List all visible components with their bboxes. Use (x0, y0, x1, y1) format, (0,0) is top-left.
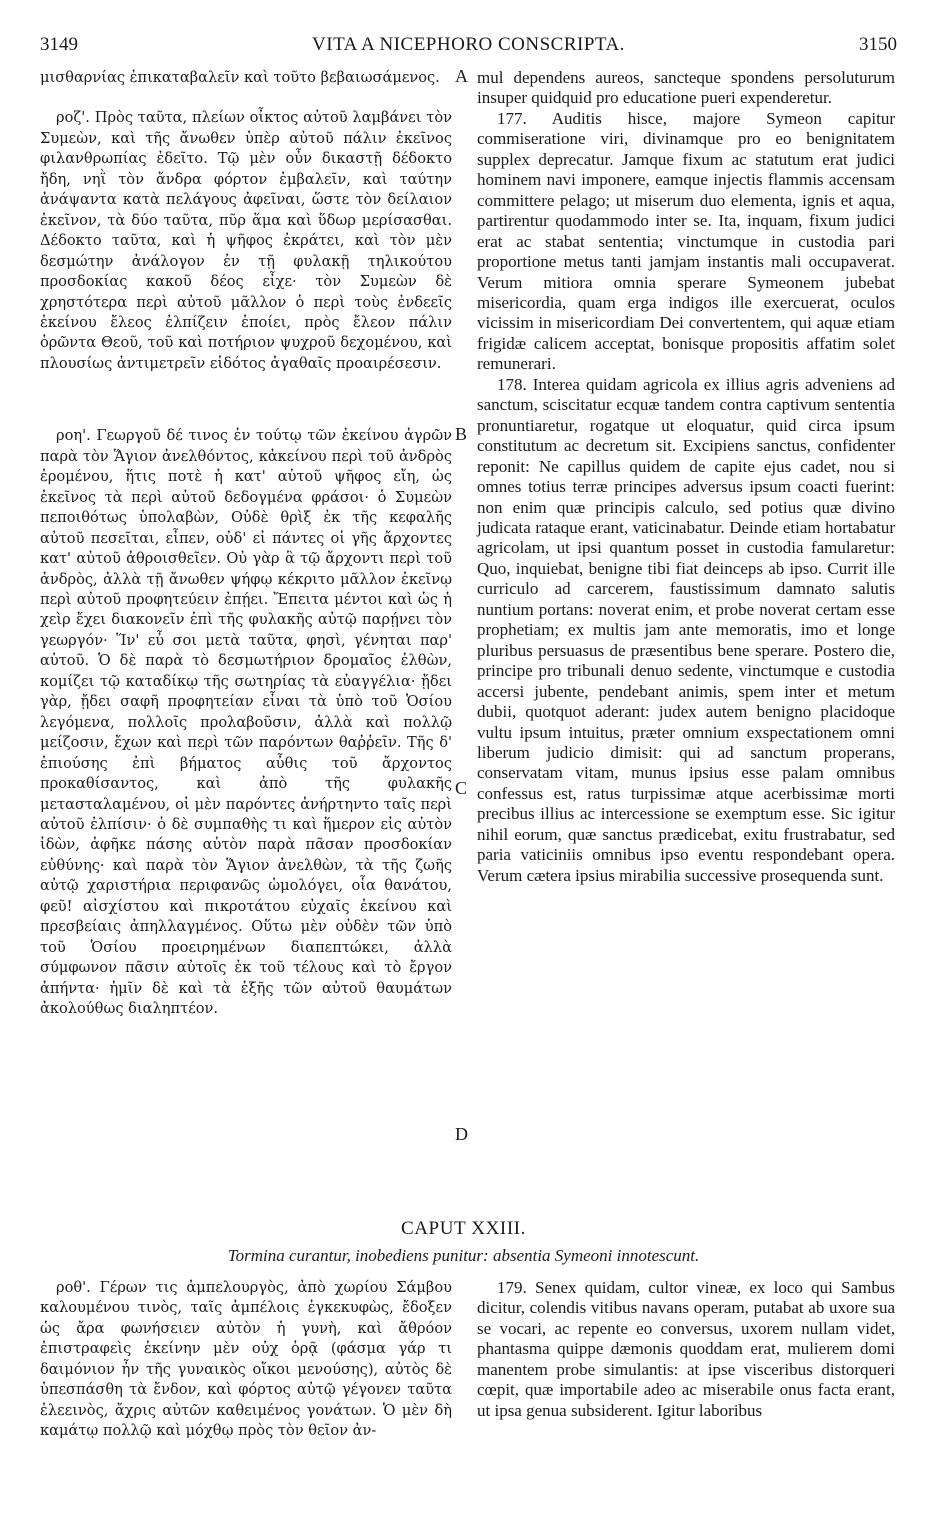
chapter-subtitle: Tormina curantur, inobediens punitur: absentia Symeoni innotescunt. (227, 1246, 700, 1265)
latin-paragraph: mul dependens aureos, sancteque spondens persoluturum insuper quidquid pro educatione pueri expenderetur. (477, 68, 895, 108)
greek-column-top (40, 68, 452, 1019)
margin-marker-d: D (455, 1124, 468, 1144)
running-title: VITA A NICEPHORO CONSCRIPTA. (312, 34, 625, 55)
margin-marker-b: B (455, 424, 468, 444)
page-number-left: 3149 (40, 34, 78, 55)
greek-paragraph: ροθ'. Γέρων τις ἀμπελουργὸς, ἀπὸ χωρίου Σάμβου καλουμένου τινὸς, ταῖς ἀμπέλοις ἐγκεκυφὼς, ἔδοξεν ὡς ἄρα φωνήσειεν αὐτὸν ἡ γυνὴ, καὶ ἄθρόον ἐπιστραφεὶς ἐκείνην μὲν οὐχ ὁρᾷ (φάσμα γάρ τι δαιμόνιον ἦν τῆς γυναικὸς οἴκοι μενούσης), αὐτὸς δὲ ὑπεσπάσθη τὰ ἔνδον, καὶ φόρτος αὐτῷ γέγονεν ταῦτα ἐλεεινὸς, ἄχρις αὐτῶν καθειμένος γονάτων. Ὁ μὲν δὴ καμάτῳ πολλῷ καὶ μόχθῳ πρὸς τὸν θεῖον ἀν- (40, 1279, 452, 1440)
greek-paragraph: ροη'. Γεωργοῦ δέ τινος ἐν τούτῳ τῶν ἐκείνου ἀγρῶν παρὰ τὸν Ἅγιον ἀνελθόντος, κἀκείνου περὶ τοῦ ἀνδρὸς ἐρομένου, ἥτις ποτὲ ἡ κατ' αὐτοῦ ψῆφος εἴη, ὡς ἐκεῖνος τὰ περὶ αὐτοῦ δεδογμένα φράσοι· ὁ Συμεὼν πεποιθότως ὑπολαβὼν, Οὐδὲ θρὶξ ἐκ τῆς κεφαλῆς αὐτοῦ πεσεῖται, εἶπεν, οὐδ' εἰ πάντες οἱ γῆς ἄρχοντες κατ' αὐτοῦ ἀθροισθεῖεν. Οὐ γὰρ ἃ τῷ ἄρχοντι περὶ τοῦ ἀνδρὸς, ἀλλὰ τῇ ἄνωθεν ψήφῳ κέκριτο μᾶλλον ἐκεῖνῳ περὶ αὐτοῦ προφητεύειν ἐπῄει. Ἔπειτα μέντοι καὶ ὡς ἡ χεὶρ ἔχει διακονεῖν ἐπὶ τῆς φυλακῆς αὐτῷ παρῄνει τὸν γεωργόν· Ἵν' εὖ σοι μετὰ ταῦτα, φησὶ, γένηται παρ' αὐτοῦ. Ὁ δὲ παρὰ τὸ δεσμωτήριον δρομαῖος ἐλθὼν, κομίζει τῷ καταδίκῳ τῆς σωτηρίας τὰ εὐαγγέλια· ᾔδει γὰρ, ᾔδει σαφῆ προφητείαν εἶναι τὰ ὑπὸ τοῦ Ὁσίου λεγόμενα, πολλοῖς προλαβοῦσιν, ἀλλὰ καὶ πολλῷ μείζοσιν, ἔχων καὶ περὶ τῶν παρόντων θαῤῥεῖν. Τῆς δ' ἐπιούσης ἐπὶ βήματος αὖθις τοῦ ἄρχοντος προκαθίσαντος, καὶ ἀπὸ τῆς φυλακῆς μετασταλαμένου, οἱ μὲν παρόντες ἀνήρτηντο ταῖς περὶ αὐτοῦ ἐλπίσιν· ὁ δὲ συμπαθὴς τι καὶ ἥμερον εἰς αὐτὸν ἰδὼν, ἀφῆκε πάσης αὐτὸν παρὰ πᾶσαν προσδοκίαν εὐθύνης· καὶ παρὰ τὸν Ἅγιον ἀνελθὼν, τὰ τῆς ζωῆς αὐτῷ χαριστήρια περιφανῶς ὡμολόγει, οἷα θανάτου, φεῦ! αἰσχίστου καὶ πικροτάτου εὐχαῖς ἐκείνου καὶ πρεσβείαις ἀπηλλαγμένος. Οὕτω μὲν οὐδὲν τῶν ὑπὸ τοῦ Ὁσίου προειρημένων διαπεπτώκει, ἀλλὰ σύμφωνον πᾶσιν αὐτοῖς ἐκ τοῦ τέλους καὶ τὸ ἔργον ἀπήντα· ἡμῖν δὲ καὶ τὰ ἑξῆς τῶν αὐτοῦ θαυμάτων ἀκολούθως διαληπτέον. (40, 427, 452, 1018)
greek-column-bottom (40, 1278, 452, 1442)
page-number-right: 3150 (859, 34, 897, 55)
latin-paragraph: 178. Interea quidam agricola ex illius agris adveniens ad sanctum, sciscitatur ecquæ tandem contra captivum sententia pronuntiaretur, rogatque ut eloquatur, quid circa ipsum constitutum ac decretum sit. Excipiens sanctus, confidenter reponit: Ne capillus quidem de capite ejus cadet, nou si omnes totius terræ principes adversus ipsum coacti fuerint: non enim quæ principis calculo, sed potius quæ divino judicata rataque erant, vaticinabatur. Deinde etiam hortabatur agricolam, ut ipsi quantum posset in custodia famularetur: Quo, inquiebat, benigne tibi fiat deinceps ab ipso. Currit ille curriculo ad carcerem, faustissimum damnato salutis nuntium portans: noverat enim, et probe noverat certam esse prophetiam; ex multis jam ante memoratis, imo et longe pluribus persuasus de præsentibus bene sperare. Postero die, principe pro tribunali denuo sedente, vinctumque e custodia accersi jubente, pendebant animis, spem inter et metum dubii, quotquot aderant: judex autem benigno placidoque vultu ipsum intuitus, præter omnium exspectationem omni liberum judicio dimisit: qui ad sanctum properans, conservatam vitam, munus ipsius esse palam omnibus confessus est, ratus turpissimæ atque acerbissimæ morti precibus illius ac intercessione se exemptum esse. Sic igitur nihil eorum, quæ sanctus prædicebat, exitu frustrabatur, sed paria vaticiniis omnibus ipso eventu respondebant opera. Verum cætera ipsius mirabilia successive prosequenda sunt. (477, 374, 895, 885)
chapter-title: CAPUT XXIII. (400, 1218, 527, 1239)
greek-paragraph: μισθαρνίας ἐπικαταβαλεῖν καὶ τοῦτο βεβαιωσάμενος. (40, 69, 440, 86)
running-header (40, 34, 897, 60)
latin-column-bottom (477, 1278, 895, 1421)
latin-paragraph: 179. Senex quidam, cultor vineæ, ex loco qui Sambus dicitur, colendis vitibus navans operam, putabat ab uxore sua se vocari, ac repente eo conversus, uxorem nullam videt, phantasma quippe dæmonis quoddam erat, mulierem domi manentem probe simulantis: at ipse visceribus distorqueri cœpit, quæ importabile adeo ac miserabile onus facta erant, ut ipsa genua subsiderent. Igitur laboribus (477, 1278, 895, 1420)
greek-paragraph: ροζ'. Πρὸς ταῦτα, πλείων οἶκτος αὐτοῦ λαμβάνει τὸν Συμεὼν, καὶ τῆς ἄνωθεν ὑπὲρ αὐτοῦ πάλιν ἐκεῖνος φιλανθρωπίας ἐδεῖτο. Τῷ μὲν οὖν δικαστῇ δέδοκτο ἤδη, νηῒ τὸν ἄνδρα φόρτον ἐμβαλεῖν, καὶ ταύτην ἀνάψαντα κατὰ πελάγους ἀφεῖναι, ὥστε τὸν δείλαιον ἐκεῖνον, τὰ δύο ταῦτα, πῦρ ἅμα καὶ ὕδωρ μερίσασθαι. Δέδοκτο ταῦτα, καὶ ἡ ψῆφος ἐκράτει, καὶ τὸν μὲν δεσμώτην ἀνάλογον ἐν τῇ φυλακῇ τηλικούτου προσδοκίας κακοῦ δέος εἶχε· τὸν Συμεὼν δὲ χρηστότερα περὶ αὐτοῦ μᾶλλον ὁ περὶ τοὺς ἐνδεεῖς ἐκείνου ἔλεος ἐλπίζειν ἐποίει, πρὸς ἔλεον πάλιν ὁρῶντα Θεοῦ, τοῦ καὶ ποτήριον ψυχροῦ δεχομένου, καὶ πλουσίως ἀντιμετρεῖν εἰδότος ἀγαθαῖς προαιρέσεσιν. (40, 109, 452, 372)
margin-marker-c: C (455, 778, 468, 798)
margin-marker-a: A (455, 66, 468, 86)
latin-column-top (477, 68, 895, 886)
latin-paragraph: 177. Auditis hisce, majore Symeon capitur commiseratione viri, divinamque pro eo benignitatem supplex deprecatur. Jamque fixum ac statutum erat judici hominem navi imponere, eamque injectis flammis accensam committere pelago; ut miserum duo elementa, ignis et aqua, partirentur quodammodo inter se. Ita, inquam, fixum judici erat ac stabat sententia; vinctumque in custodia pari proportione metus tanti jamjam instantis mali occupaverat. Verum mitiora omnia sperare Symeonem jubebat misericordia, quam erga indigos ille exercuerat, oculos vicissim in misericordiam Dei convertentem, qui aquæ etiam frigidæ calicem acceptat, bonisque propositis affatim solet remunerari. (477, 108, 895, 374)
